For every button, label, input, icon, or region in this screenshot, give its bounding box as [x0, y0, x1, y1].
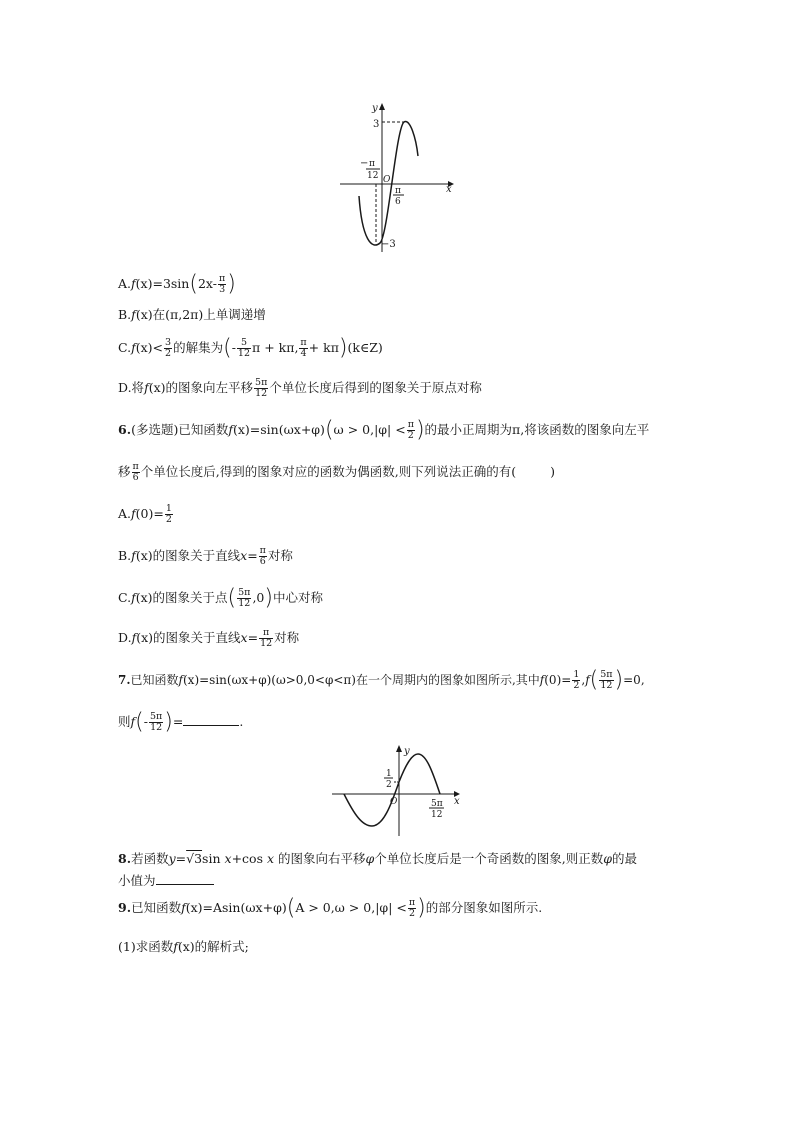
- fig1-left-num: π: [369, 159, 375, 169]
- q8-answer-blank[interactable]: [156, 884, 214, 885]
- q7-frac-2: $\frac{5\pi}{12}$: [600, 669, 613, 691]
- fig1-axes: [340, 103, 454, 252]
- q5c-frac-1: $\frac{3}{2}$: [165, 337, 172, 359]
- q9-stem-line1: 9.已知函数f(x)=Asin(ωx+φ)(A > 0,ω > 0,|φ| < $\frac{\pi}{2}$ )的部分图象如图所示.: [118, 895, 543, 921]
- fig2-half-num: 1: [386, 769, 392, 779]
- q6-option-d: D.f(x)的图象关于直线x= $\frac{\pi}{12}$ 对称: [118, 627, 300, 649]
- fig2-y-label: y: [404, 746, 410, 757]
- q6-option-b: B.f(x)的图象关于直线x= $\frac{\pi}{6}$ 对称: [118, 545, 293, 567]
- fig2-y-arrow: [396, 745, 402, 752]
- fig1-minus-sign: −: [360, 158, 369, 169]
- fig1-right-num: π: [395, 186, 401, 196]
- q6-frac-1: $\frac{\pi}{2}$: [407, 419, 414, 441]
- fig2-fivepi-num: 5π: [431, 799, 443, 809]
- q5-option-d: D.将f(x)的图象向左平移 $\frac{5\pi}{12}$ 个单位长度后得到的图象关于原点对称: [118, 377, 482, 399]
- fig1-y-label: y: [372, 103, 378, 114]
- q6d-frac: $\frac{\pi}{12}$: [260, 627, 273, 649]
- q5-option-a: A.f(x)=3sin(2x- $\frac{\pi}{3}$ ): [118, 271, 236, 297]
- q7-answer-blank[interactable]: [183, 725, 239, 726]
- fig2-curve: [344, 754, 443, 826]
- q9-frac: $\frac{\pi}{2}$: [408, 897, 416, 919]
- figure-1-graph: [336, 100, 460, 256]
- q5-option-b: B.f(x)在(π,2π)上单调递增: [118, 307, 266, 322]
- q7-frac-1: $\frac{1}{2}$: [573, 669, 580, 691]
- q6a-frac: $\frac{1}{2}$: [165, 503, 172, 525]
- q9-sub1: (1)求函数f(x)的解析式;: [118, 939, 249, 954]
- q5a-frac: $\frac{\pi}{3}$: [218, 273, 226, 295]
- fig1-x-label: x: [446, 184, 452, 195]
- q6b-frac: $\frac{\pi}{6}$: [259, 545, 266, 567]
- q5-option-c: C.f(x)< $\frac{3}{2}$ 的解集为(- $\frac{5}{12}$ π + kπ, $\frac{\pi}{4}$ + kπ)(k∈Z): [118, 335, 383, 361]
- fig1-origin-label: O: [383, 175, 391, 185]
- fig1-neg-three-label: −3: [381, 239, 396, 250]
- q6-option-a: A.f(0)= $\frac{1}{2}$: [118, 503, 172, 525]
- fig1-three-label: 3: [373, 119, 380, 130]
- fig2-x-label: x: [454, 796, 460, 807]
- q7-stem-line1: 7.已知函数f(x)=sin(ωx+φ)(ω>0,0<φ<π)在一个周期内的图象如图所示,其中f(0)= $\frac{1}{2}$ ,f( $\frac{5\pi}{12}$ )=0,: [118, 667, 645, 693]
- q6-stem-line1: 6.(多选题)已知函数f(x)=sin(ωx+φ)(ω > 0,|φ| < $\frac{\pi}{2}$ )的最小正周期为π,将该函数的图象向左平: [118, 417, 650, 443]
- q5c-frac-3: $\frac{\pi}{4}$: [300, 337, 307, 359]
- fig1-left-den: 12: [367, 171, 379, 181]
- q6c-frac: $\frac{5\pi}{12}$: [238, 587, 251, 609]
- fig1-y-arrow: [379, 103, 385, 110]
- q6-frac-2: $\frac{\pi}{6}$: [132, 461, 139, 483]
- fig1-right-den: 6: [395, 197, 401, 207]
- q6-stem-line2: 移 $\frac{\pi}{6}$ 个单位长度后,得到的图象对应的函数为偶函数,则下列说法正确的有( ): [118, 461, 555, 483]
- q8-stem-line1: 8.若函数y=√3sin x+cos x 的图象向右平移φ个单位长度后是一个奇函数的图象,则正数φ的最: [118, 851, 638, 866]
- q7-frac-3: $\frac{5\pi}{12}$: [149, 711, 163, 733]
- fig2-half-den: 2: [386, 780, 392, 790]
- q5c-frac-2: $\frac{5}{12}$: [237, 337, 251, 359]
- q7-stem-line2: 则f(- $\frac{5\pi}{12}$ )= .: [118, 709, 244, 735]
- q5d-frac: $\frac{5\pi}{12}$: [255, 377, 268, 399]
- fig2-fivepi-den: 12: [431, 810, 443, 820]
- figure-2-graph: [328, 742, 468, 840]
- q8-stem-line2: 小值为: [118, 872, 214, 890]
- q6-option-c: C.f(x)的图象关于点( $\frac{5\pi}{12}$ ,0)中心对称: [118, 585, 323, 611]
- fig2-origin-label: O: [390, 797, 398, 807]
